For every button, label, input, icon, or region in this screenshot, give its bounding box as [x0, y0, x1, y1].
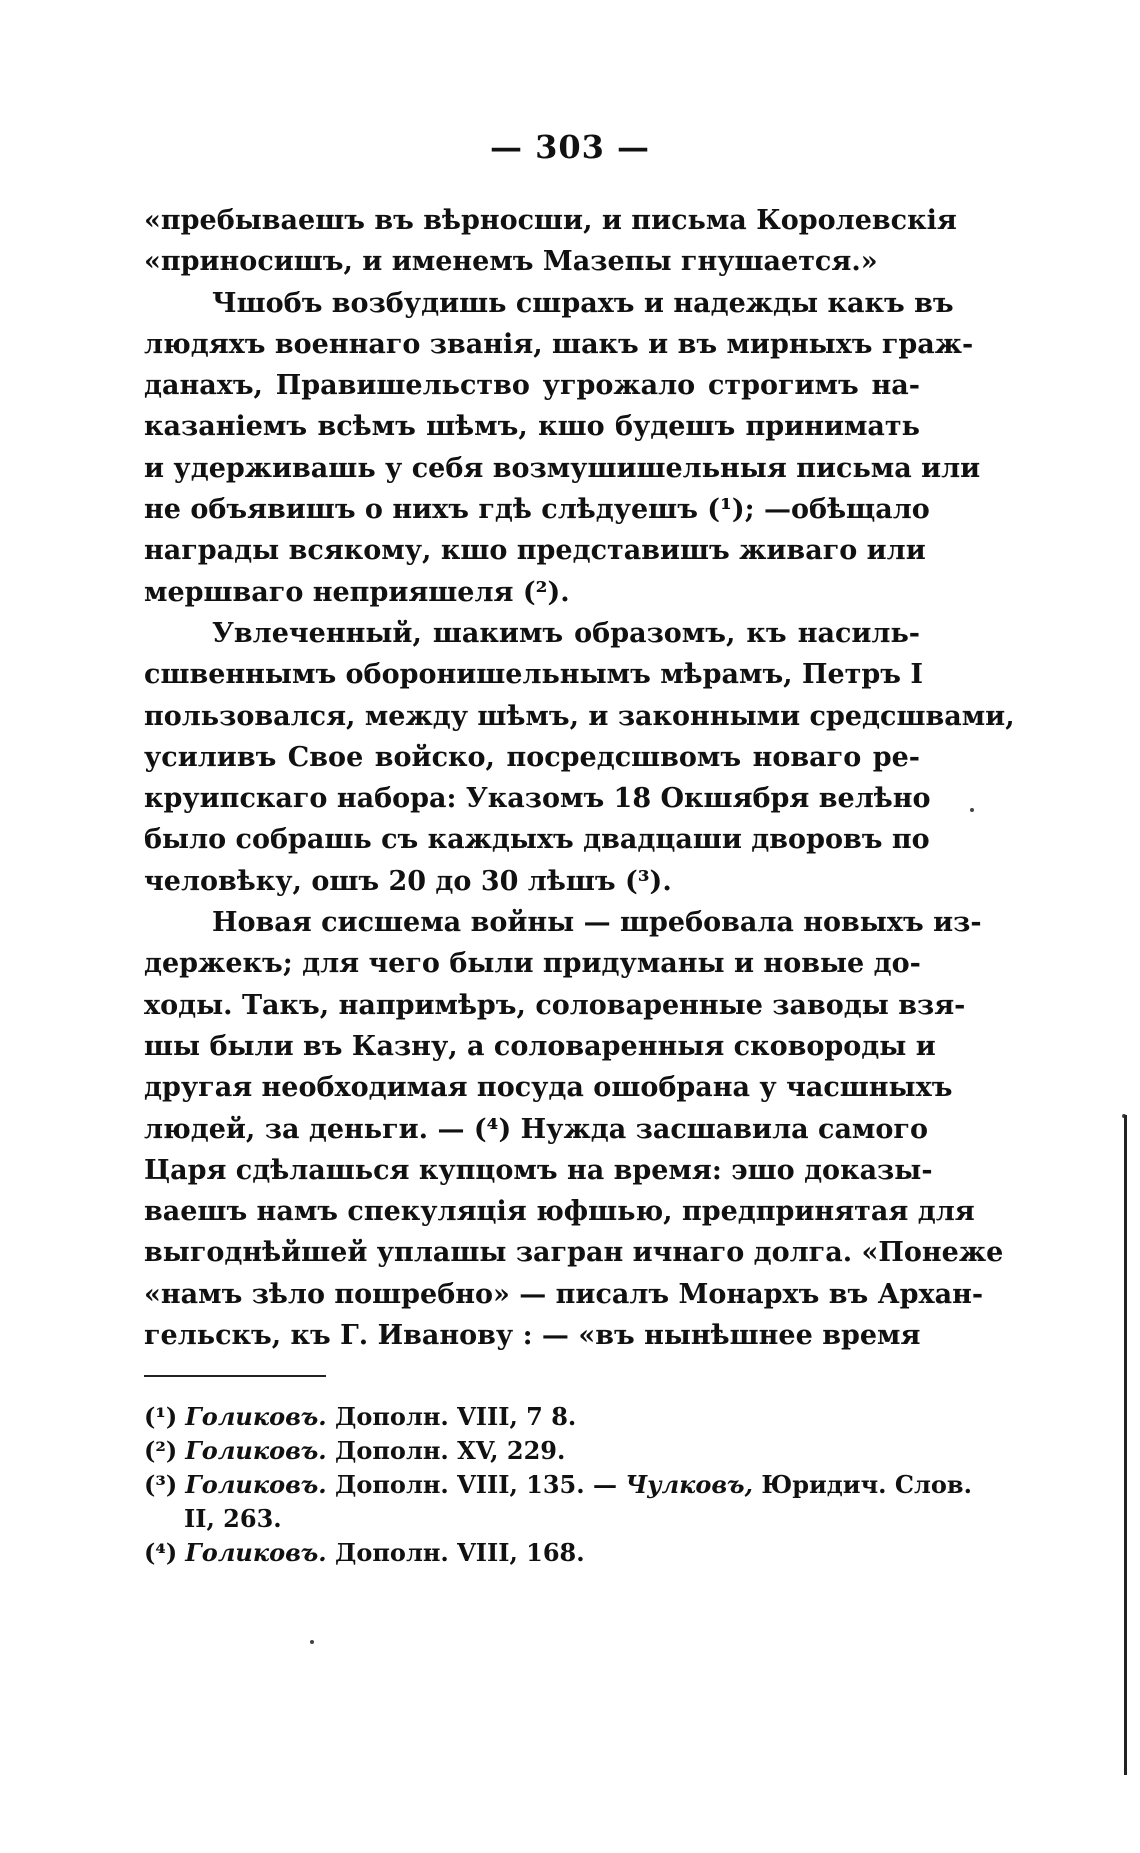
page-edge-shadow: [1124, 1115, 1127, 1775]
text-line: мершваго неприяшеля (²).: [144, 576, 570, 608]
text-line: гельскъ, къ Г. Иванову : — «въ нынѣшнее время: [144, 1320, 921, 1352]
text-line: Увлеченный, шакимъ образомъ, къ насиль-: [212, 617, 920, 649]
text-line: другая необходимая посуда ошобрана у часшныхъ: [144, 1072, 953, 1104]
footnote-separator: [144, 1375, 326, 1377]
footnote-2: [144, 1434, 920, 1468]
footnote-mark: (²): [144, 1436, 178, 1465]
text-line: «приносишъ, и именемъ Мазепы гнушается.»: [144, 246, 878, 278]
text-line: данахъ, Правишельство угрожало строгимъ на-: [144, 370, 920, 402]
text-line: ходы. Такъ, напримѣръ, соловаренные заводы взя-: [144, 989, 966, 1021]
text-line: держекъ; для чего были придуманы и новые до-: [144, 948, 921, 980]
text-line: людяхъ военнаго званія, шакъ и въ мирныхъ граж-: [144, 328, 974, 360]
text-line: Новая сисшема войны — шребовала новыхъ из-: [212, 907, 982, 939]
footnote-reference: Дополн. VIII, 135. —: [335, 1470, 626, 1499]
footnote-author: Голиковъ.: [185, 1538, 327, 1567]
footnote-3: [144, 1468, 972, 1502]
text-line: сшвеннымъ оборонишельнымъ мѣрамъ, Петръ I: [144, 659, 924, 691]
footnote-reference-secondary: Юридич. Слов.: [752, 1470, 972, 1499]
text-line: шы были въ Казну, а соловаренныя сковороды и: [144, 1030, 936, 1062]
footnotes: [144, 1400, 972, 1570]
footnote-author-secondary: Чулковъ,: [625, 1470, 753, 1499]
text-line: пользовался, между шѣмъ, и законными средсшвами,: [144, 700, 1015, 732]
print-speck: [970, 808, 974, 812]
text-line: ваешъ намъ спекуляція юфшью, предпринятая для: [144, 1196, 975, 1228]
text-line: казаніемъ всѣмъ шѣмъ, кшо будешъ принимать: [144, 411, 920, 443]
footnote-author: Голиковъ.: [185, 1470, 327, 1499]
text-line: людей, за деньги. — (⁴) Нужда засшавила самого: [144, 1113, 928, 1145]
text-line: не объявишъ о нихъ гдѣ слѣдуешъ (¹); —обѣщало: [144, 494, 930, 526]
text-line: было собрашь съ каждыхъ двадцаши дворовъ по: [144, 824, 930, 856]
text-line: награды всякому, кшо представишъ живаго или: [144, 535, 926, 567]
footnote-mark: (⁴): [144, 1538, 178, 1567]
footnote-author: Голиковъ.: [185, 1402, 327, 1431]
page-number: — 303 —: [489, 128, 651, 166]
body-text: [144, 200, 1015, 1356]
text-line: круипскаго набора: Указомъ 18 Окшября велѣно: [144, 783, 931, 815]
footnote-reference: Дополн. VIII, 168.: [335, 1538, 585, 1567]
footnote-1: [144, 1400, 920, 1434]
footnote-mark: (³): [144, 1470, 178, 1499]
footnote-3-continuation: II, 263.: [184, 1504, 282, 1533]
text-line: и удерживашь у себя возмушишельныя письма или: [144, 452, 981, 484]
text-line: Чшобъ возбудишь сшрахъ и надежды какъ въ: [212, 287, 954, 319]
text-line: усиливъ Свое войско, посредсшвомъ новаго ре-: [144, 741, 920, 773]
footnote-reference: Дополн. VIII, 7 8.: [335, 1402, 577, 1431]
text-line: выгоднѣйшей уплашы загран ичнаго долга. «Понеже: [144, 1237, 1004, 1269]
text-line: человѣку, ошъ 20 до 30 лѣшъ (³).: [144, 865, 672, 897]
text-line: «пребываешъ въ вѣрносши, и письма Королевскія: [144, 205, 957, 236]
print-speck: [310, 1640, 314, 1644]
footnote-mark: (¹): [144, 1402, 178, 1431]
text-line: «намъ зѣло пошребно» — писалъ Монархъ въ Архан-: [144, 1278, 984, 1310]
text-line: Царя сдѣлашься купцомъ на время: эшо доказы-: [144, 1154, 933, 1186]
footnote-reference: Дополн. XV, 229.: [335, 1436, 566, 1465]
footnote-4: [144, 1536, 920, 1570]
footnote-author: Голиковъ.: [185, 1436, 327, 1465]
